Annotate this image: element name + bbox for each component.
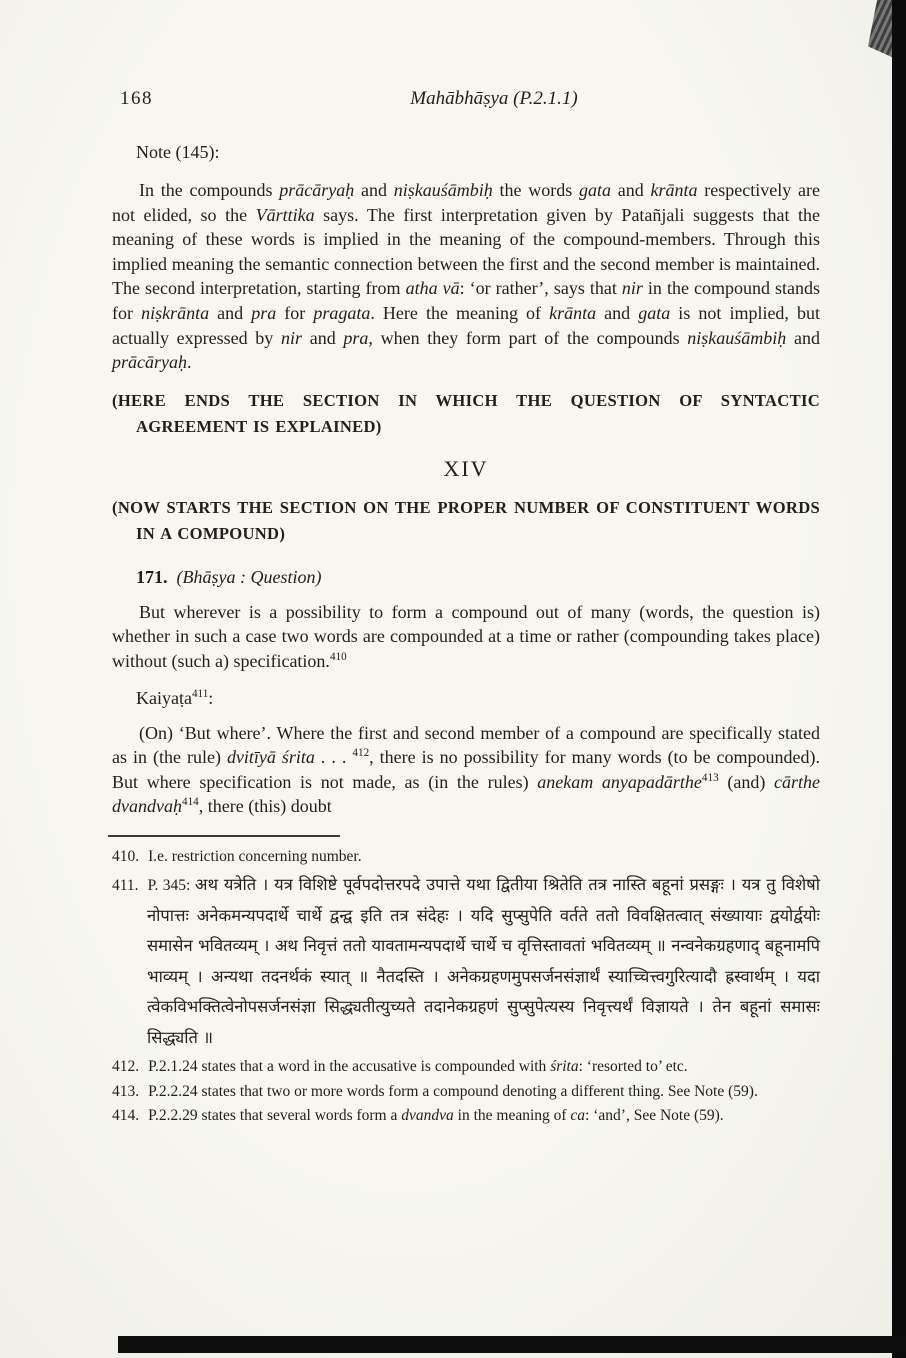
footnote-divider <box>108 835 340 837</box>
footnote-number: 411. <box>112 877 139 895</box>
footnote-number: 413. <box>112 1082 140 1100</box>
scan-artifact-bottom-bar <box>118 1336 906 1353</box>
bhasya-paragraph: But wherever is a possibility to form a compound out of many (words, the question is) whether in such a case two words are compounded at a time or rather (compounding takes place) without (such a) specification.$^{410}$ <box>112 601 820 671</box>
section-start-heading: (NOW STARTS THE SECTION ON THE PROPER NUMBER OF CONSTITUENT WORDS IN A COMPOUND) <box>112 497 820 543</box>
footnote-item-411 <box>112 870 820 1053</box>
note-heading: Note (145): <box>136 142 220 162</box>
section-end-heading: (HERE ENDS THE SECTION IN WHICH THE QUESTION OF SYNTACTIC AGREEMENT IS EXPLAINED) <box>112 390 820 436</box>
footnote-text: P.2.2.29 states that several words form a dvandva in the meaning of ca: ‘and’, See Note (59). <box>148 1107 724 1125</box>
footnote-item-412 <box>112 1056 820 1078</box>
bhasya-heading: 171. (Bhāṣya : Question) <box>136 566 322 587</box>
scan-artifact-corner <box>868 0 894 58</box>
footnote-text: P. 345: अथ यत्रेति । यत्र विशिष्टे पूर्वपदोत्तरपदे उपात्ते यथा द्वितीया श्रितेति तत्र नास्ति बहूनां प्रसङ्गः । यत्र तु विशेषो नोपात्तः अनेकमन्यपदार्थे चार्थे द्वन्द्व इति तत्र संदेहः । यदि सुप्सुपेति वर्तते ततो विवक्षितत्वात् संख्यायाः द्वयोर्द्वयोः समासेन भवितव्यम् । अथ निवृत्तं ततो यावतामन्यपदार्थे चार्थे च वृत्तिस्तावतां भवितव्यम् ॥ नन्वनेकग्रहणाद् बहूनामपि भाव्यम् । अन्यथा तदनर्थकं स्यात् ॥ नैतदस्ति । अनेकग्रहणमुपसर्जनसंज्ञार्थं स्याच्चित्त्वगुरित्यादौ ह्रस्वार्थम् । यदा त्वेकविभक्तित्वेनोपसर्जनसंज्ञा सिद्ध्यतीत्युच्यते तदानेकग्रहणं सुप्सुपेत्यस्य निवृत्त्यर्थं विज्ञायते । तेन बहूनां समासः सिद्ध्यति ॥ <box>147 875 820 1047</box>
chapter-number: XIV <box>443 455 489 481</box>
footnote-text: P.2.1.24 states that a word in the accusative is compounded with śrita: ‘resorted to’ etc. <box>148 1058 688 1076</box>
footnote-item-410 <box>112 846 820 868</box>
footnote-item-413 <box>112 1081 820 1103</box>
footnote-text: I.e. restriction concerning number. <box>148 847 362 865</box>
footnote-number: 410. <box>112 847 140 865</box>
page-number: 168 <box>120 88 153 109</box>
footnote-text: P.2.2.24 states that two or more words form a compound denoting a different thing. See Note (59). <box>148 1082 758 1100</box>
running-title: Mahābhāṣya (P.2.1.1) <box>410 88 578 109</box>
scan-artifact-right-bar <box>892 0 906 1358</box>
kaiyata-heading: Kaiyaṭa$^{411}$: <box>136 687 214 708</box>
footnote-item-414 <box>112 1105 820 1127</box>
page-content <box>112 88 820 1130</box>
kaiyata-paragraph: (On) ‘But where’. Where the first and second member of a compound are specifically stated as in (the rule) dvitīyā śrita . . . $^{412}$, there is no possibility for many words (to be compounded). But where specification is not made, as (in the rules) anekam anyapadārthe$^{413}$ (and) cārthe dvandvaḥ$^{414}$, there (this) doubt <box>112 722 821 817</box>
footnote-number: 412. <box>112 1058 140 1076</box>
footnotes-section <box>112 846 820 1127</box>
footnote-number: 414. <box>112 1107 140 1125</box>
page-header <box>112 88 820 114</box>
note-paragraph: In the compounds prācāryaḥ and niṣkauśāmbiḥ the words gata and krānta respectively are not elided, so the Vārttika says. The first interpretation given by Patañjali suggests that the meaning of these words is implied in the meaning of the compound-members. Through this implied meaning the semantic connection between the first and the second member is maintained. The second interpretation, starting from atha vā: ‘or rather’, says that nir in the compound stands for niṣkrānta and pra for pragata. Here the meaning of krānta and gata is not implied, but actually expressed by nir and pra, when they form part of the compounds niṣkauśāmbiḥ and prācāryaḥ. <box>112 180 820 373</box>
